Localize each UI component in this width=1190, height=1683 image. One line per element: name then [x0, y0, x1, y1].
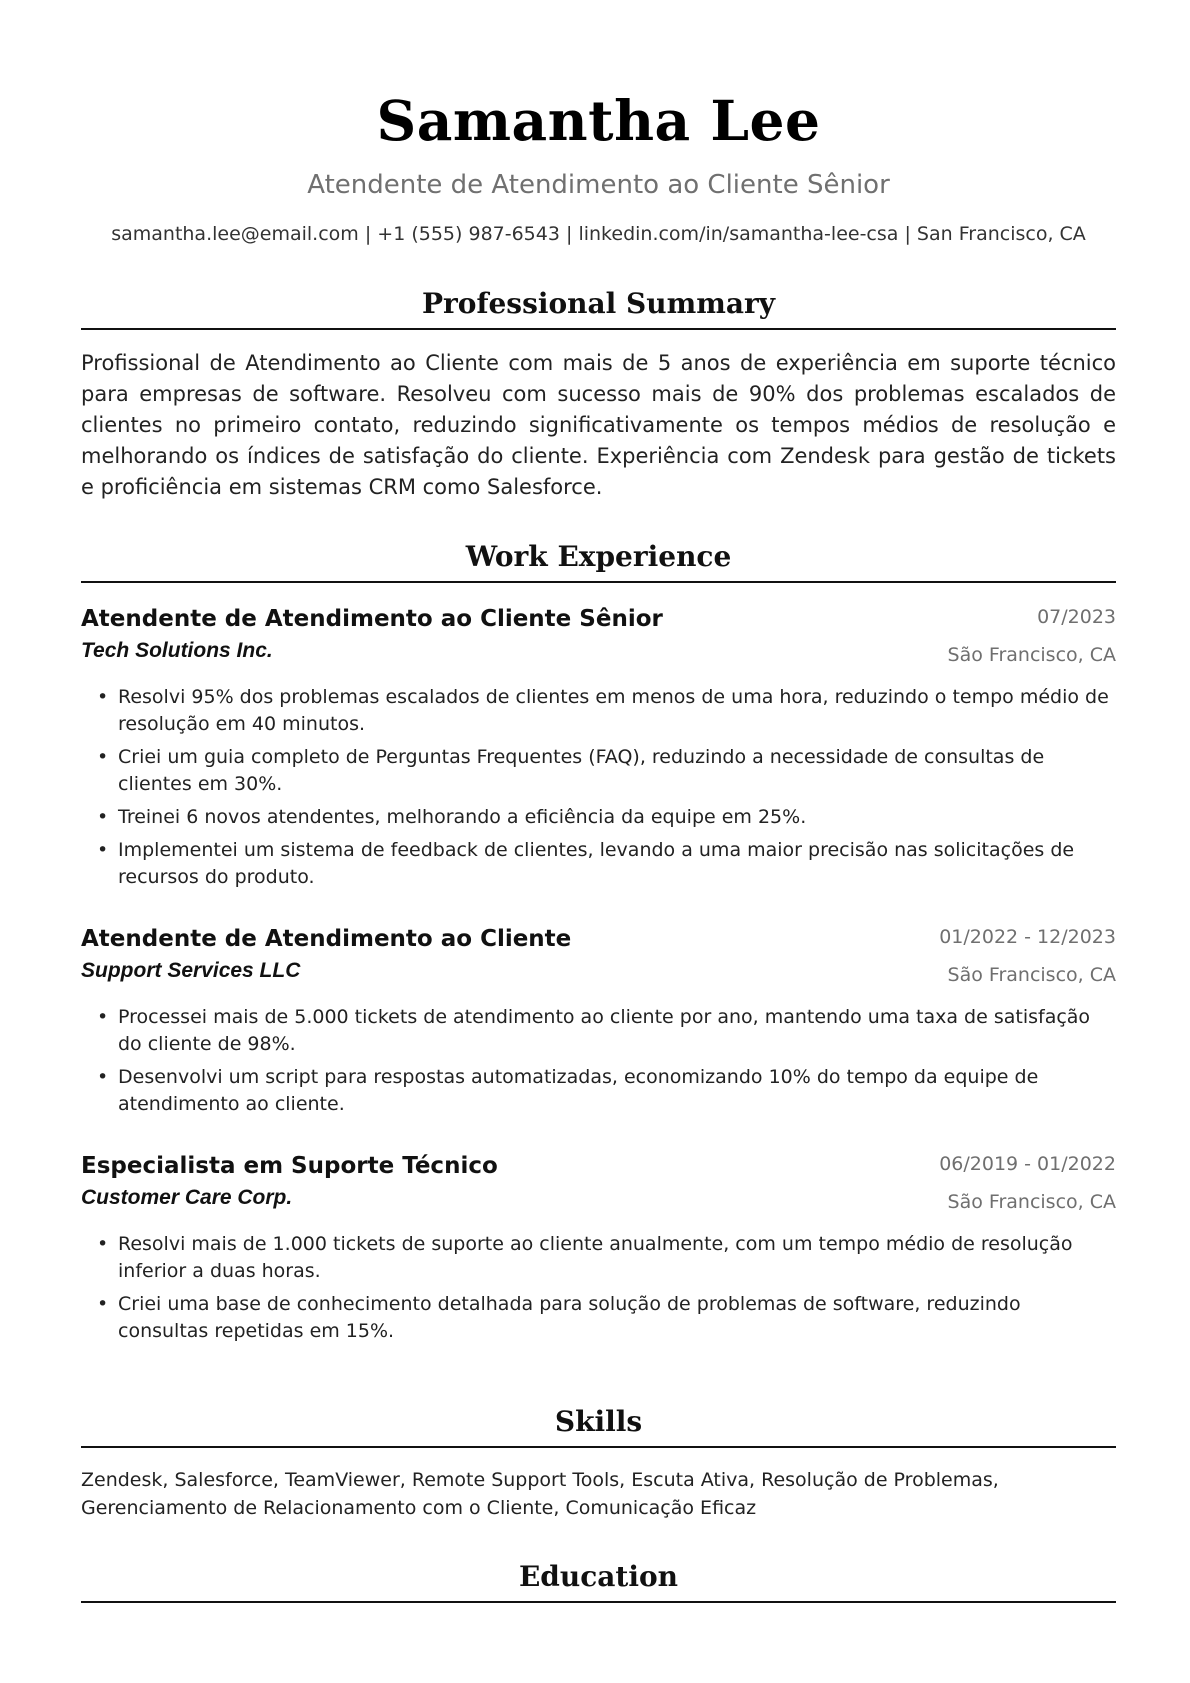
bullet-text: Implementei um sistema de feedback de clientes, levando a uma maior precisão nas solicitações de recursos do produto.	[118, 839, 1075, 888]
bullet-text: Criei uma base de conhecimento detalhada para solução de problemas de software, reduzindo consultas repetidas em 15%.	[118, 1293, 1021, 1342]
bullet-marker: •	[97, 746, 109, 768]
job-bullets	[81, 1004, 1116, 1118]
candidate-name: Samantha Lee	[376, 88, 821, 153]
job-entry	[81, 924, 1116, 1118]
job-dates: 01/2022 - 12/2023	[939, 926, 1116, 948]
job-bullet	[97, 804, 1116, 831]
contact-email: samantha.lee@email.com	[111, 223, 359, 245]
contact-line	[81, 221, 1116, 247]
job-company: Tech Solutions Inc.	[81, 639, 273, 662]
bullet-text: Resolvi 95% dos problemas escalados de clientes em menos de uma hora, reduzindo o tempo médio de resolução em 40 minutos.	[118, 686, 1109, 735]
contact-location: San Francisco, CA	[916, 223, 1086, 245]
bullet-marker: •	[97, 686, 109, 708]
job-location: São Francisco, CA	[947, 644, 1116, 666]
experience-section	[81, 539, 1116, 1351]
job-bullet	[97, 1004, 1116, 1058]
job-entry	[81, 604, 1116, 891]
job-bullet	[97, 684, 1116, 738]
job-entry	[81, 1151, 1116, 1345]
job-title: Atendente de Atendimento ao Cliente Sênior	[81, 606, 663, 632]
bullet-marker: •	[97, 1066, 109, 1088]
job-bullets	[81, 684, 1116, 891]
bullet-marker: •	[97, 806, 109, 828]
job-bullet	[97, 1231, 1116, 1285]
job-bullet	[97, 1291, 1116, 1345]
candidate-title: Atendente de Atendimento ao Cliente Sênior	[307, 170, 890, 200]
bullet-text: Processei mais de 5.000 tickets de atendimento ao cliente por ano, mantendo uma taxa de satisfação do cliente de 98%.	[118, 1006, 1091, 1055]
contact-separator: |	[904, 223, 911, 245]
experience-heading: Work Experience	[81, 539, 1116, 583]
contact-phone: +1 (555) 987-6543	[377, 223, 560, 245]
job-location: São Francisco, CA	[947, 1191, 1116, 1213]
bullet-text: Desenvolvi um script para respostas automatizadas, economizando 10% do tempo da equipe de atendimento ao cliente.	[118, 1066, 1039, 1115]
summary-heading: Professional Summary	[81, 286, 1116, 330]
job-bullet	[97, 744, 1116, 798]
summary-section	[81, 286, 1116, 503]
job-dates: 07/2023	[1037, 606, 1116, 628]
skills-section	[81, 1404, 1116, 1522]
bullet-marker: •	[97, 839, 109, 861]
job-dates: 06/2019 - 01/2022	[939, 1153, 1116, 1175]
education-section	[81, 1559, 1116, 1603]
skills-heading: Skills	[81, 1404, 1116, 1448]
job-company: Customer Care Corp.	[81, 1186, 293, 1209]
bullet-text: Resolvi mais de 1.000 tickets de suporte ao cliente anualmente, com um tempo médio de resolução inferior a duas horas.	[118, 1233, 1073, 1282]
contact-separator: |	[566, 223, 573, 245]
resume-page	[81, 0, 1116, 1683]
bullet-marker: •	[97, 1233, 109, 1255]
bullet-text: Criei um guia completo de Perguntas Frequentes (FAQ), reduzindo a necessidade de consultas de clientes em 30%.	[118, 746, 1045, 795]
job-bullet	[97, 837, 1116, 891]
job-title: Atendente de Atendimento ao Cliente	[81, 926, 572, 952]
job-location: São Francisco, CA	[947, 964, 1116, 986]
bullet-text: Treinei 6 novos atendentes, melhorando a eficiência da equipe em 25%.	[118, 806, 807, 828]
job-title: Especialista em Suporte Técnico	[81, 1153, 498, 1179]
job-bullet	[97, 1064, 1116, 1118]
contact-separator: |	[364, 223, 372, 245]
bullet-marker: •	[97, 1006, 109, 1028]
skills-text: Zendesk, Salesforce, TeamViewer, Remote Support Tools, Escuta Ativa, Resolução de Problemas, Gerenciamento de Relacionamento com o Cliente, Comunicação Eficaz	[81, 1469, 999, 1519]
education-heading: Education	[81, 1559, 1116, 1603]
summary-text: Profissional de Atendimento ao Cliente com mais de 5 anos de experiência em suporte técnico para empresas de software. Resolveu com sucesso mais de 90% dos problemas escalados de clientes no primeiro contato, reduzindo significativamente os tempos médios de resolução e melhorando os índices de satisfação do cliente. Experiência com Zendesk para gestão de tickets e proficiência em sistemas CRM como Salesforce.	[81, 351, 1116, 499]
job-bullets	[81, 1231, 1116, 1345]
job-company: Support Services LLC	[81, 959, 301, 982]
bullet-marker: •	[97, 1293, 109, 1315]
contact-linkedin: linkedin.com/in/samantha-lee-csa	[578, 223, 899, 245]
